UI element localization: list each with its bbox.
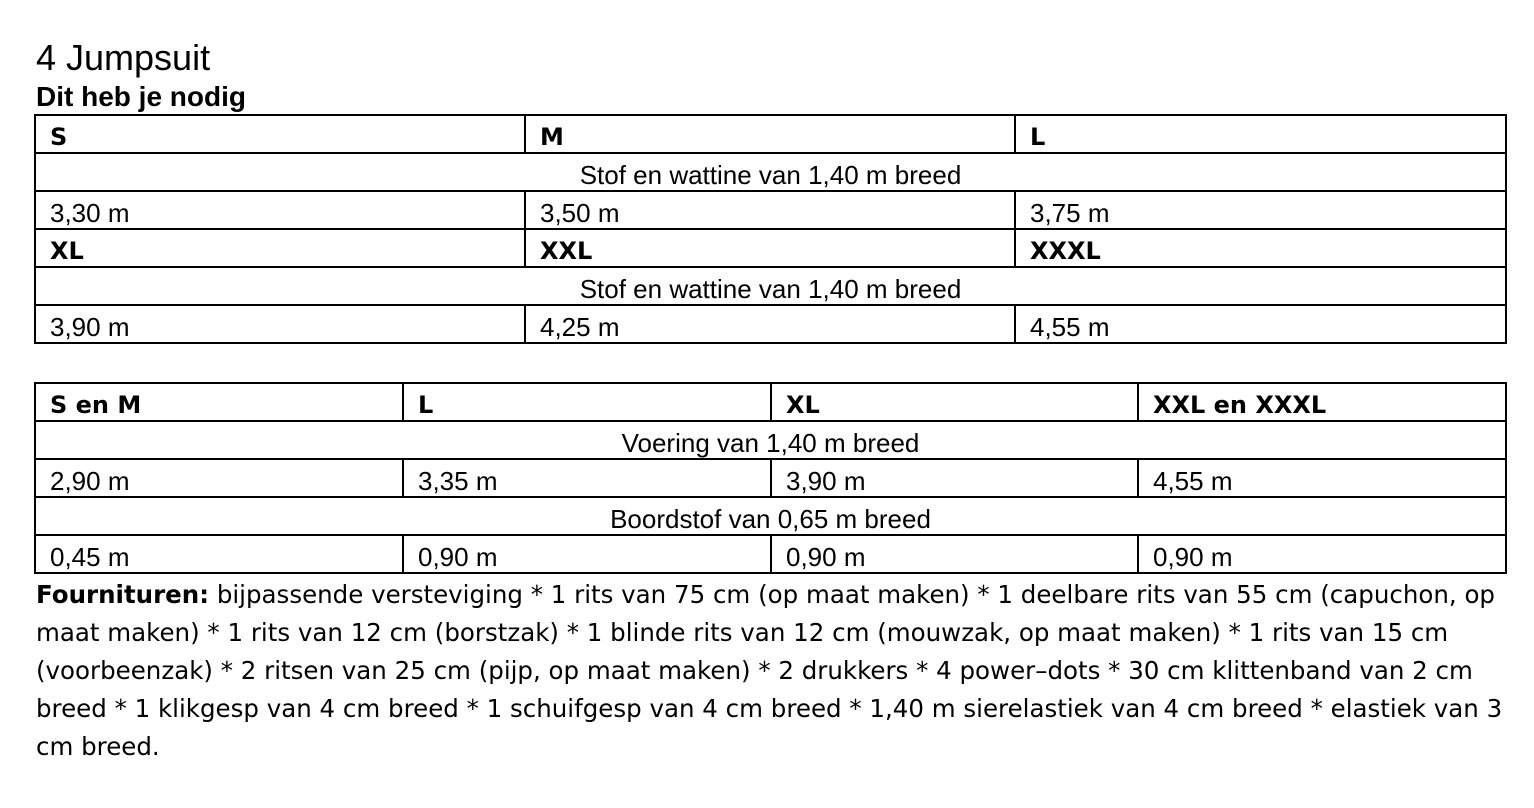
size-header-cell: S en M	[35, 383, 403, 421]
size-header-cell: XL	[35, 229, 525, 267]
table-row	[35, 535, 1506, 573]
value-cell: 3,35 m	[403, 459, 771, 497]
size-header-cell: L	[1015, 115, 1506, 153]
table-row	[35, 229, 1506, 267]
table-span-cell: Stof en wattine van 1,40 m breed	[35, 153, 1506, 191]
value-cell: 4,55 m	[1015, 305, 1506, 343]
table-row	[35, 305, 1506, 343]
lining-requirements-table	[34, 382, 1507, 574]
size-header-cell: XXL	[525, 229, 1015, 267]
size-header-cell: XL	[771, 383, 1138, 421]
table-span-cell: Stof en wattine van 1,40 m breed	[35, 267, 1506, 305]
page-title: 4 Jumpsuit	[36, 37, 211, 78]
value-cell: 3,50 m	[525, 191, 1015, 229]
table-row	[35, 459, 1506, 497]
table-span-cell: Voering van 1,40 m breed	[35, 421, 1506, 459]
size-header-cell: L	[403, 383, 771, 421]
value-cell: 3,75 m	[1015, 191, 1506, 229]
fournituren-paragraph	[34, 576, 1508, 766]
value-cell: 3,90 m	[35, 305, 525, 343]
size-header-cell: M	[525, 115, 1015, 153]
fabric-requirements-table	[34, 114, 1507, 344]
value-cell: 0,90 m	[1138, 535, 1506, 573]
fournituren-label: Fournituren:	[36, 580, 210, 609]
value-cell: 2,90 m	[35, 459, 403, 497]
value-cell: 3,30 m	[35, 191, 525, 229]
table-row	[35, 383, 1506, 421]
value-cell: 3,90 m	[771, 459, 1138, 497]
fournituren-text: bijpassende versteviging * 1 rits van 75 cm (op maat maken) * 1 deelbare rits van 55 cm (capuchon, op maat maken) * 1 rits van 12 cm (borstzak) * 1 blinde rits van 12 cm (mouwzak, op maat maken) * 1 rits van 15 cm (voorbeenzak) * 2 ritsen van 25 cm (pijp, op maat maken) * 2 drukkers * 4 power–dots * 30 cm klittenband van 2 cm breed * 1 klikgesp van 4 cm breed * 1 schuifgesp van 4 cm breed * 1,40 m sierelastiek van 4 cm breed * elastiek van 3 cm breed.	[36, 580, 1503, 761]
table-row	[35, 153, 1506, 191]
table-row	[35, 115, 1506, 153]
table-row	[35, 421, 1506, 459]
table-row	[35, 497, 1506, 535]
document	[34, 36, 1506, 766]
value-cell: 4,55 m	[1138, 459, 1506, 497]
size-header-cell: XXXL	[1015, 229, 1506, 267]
size-header-cell: XXL en XXXL	[1138, 383, 1506, 421]
value-cell: 0,45 m	[35, 535, 403, 573]
value-cell: 0,90 m	[403, 535, 771, 573]
section-heading: Dit heb je nodig	[36, 81, 246, 112]
table-span-cell: Boordstof van 0,65 m breed	[35, 497, 1506, 535]
table-row	[35, 191, 1506, 229]
value-cell: 4,25 m	[525, 305, 1015, 343]
value-cell: 0,90 m	[771, 535, 1138, 573]
table-row	[35, 267, 1506, 305]
size-header-cell: S	[35, 115, 525, 153]
